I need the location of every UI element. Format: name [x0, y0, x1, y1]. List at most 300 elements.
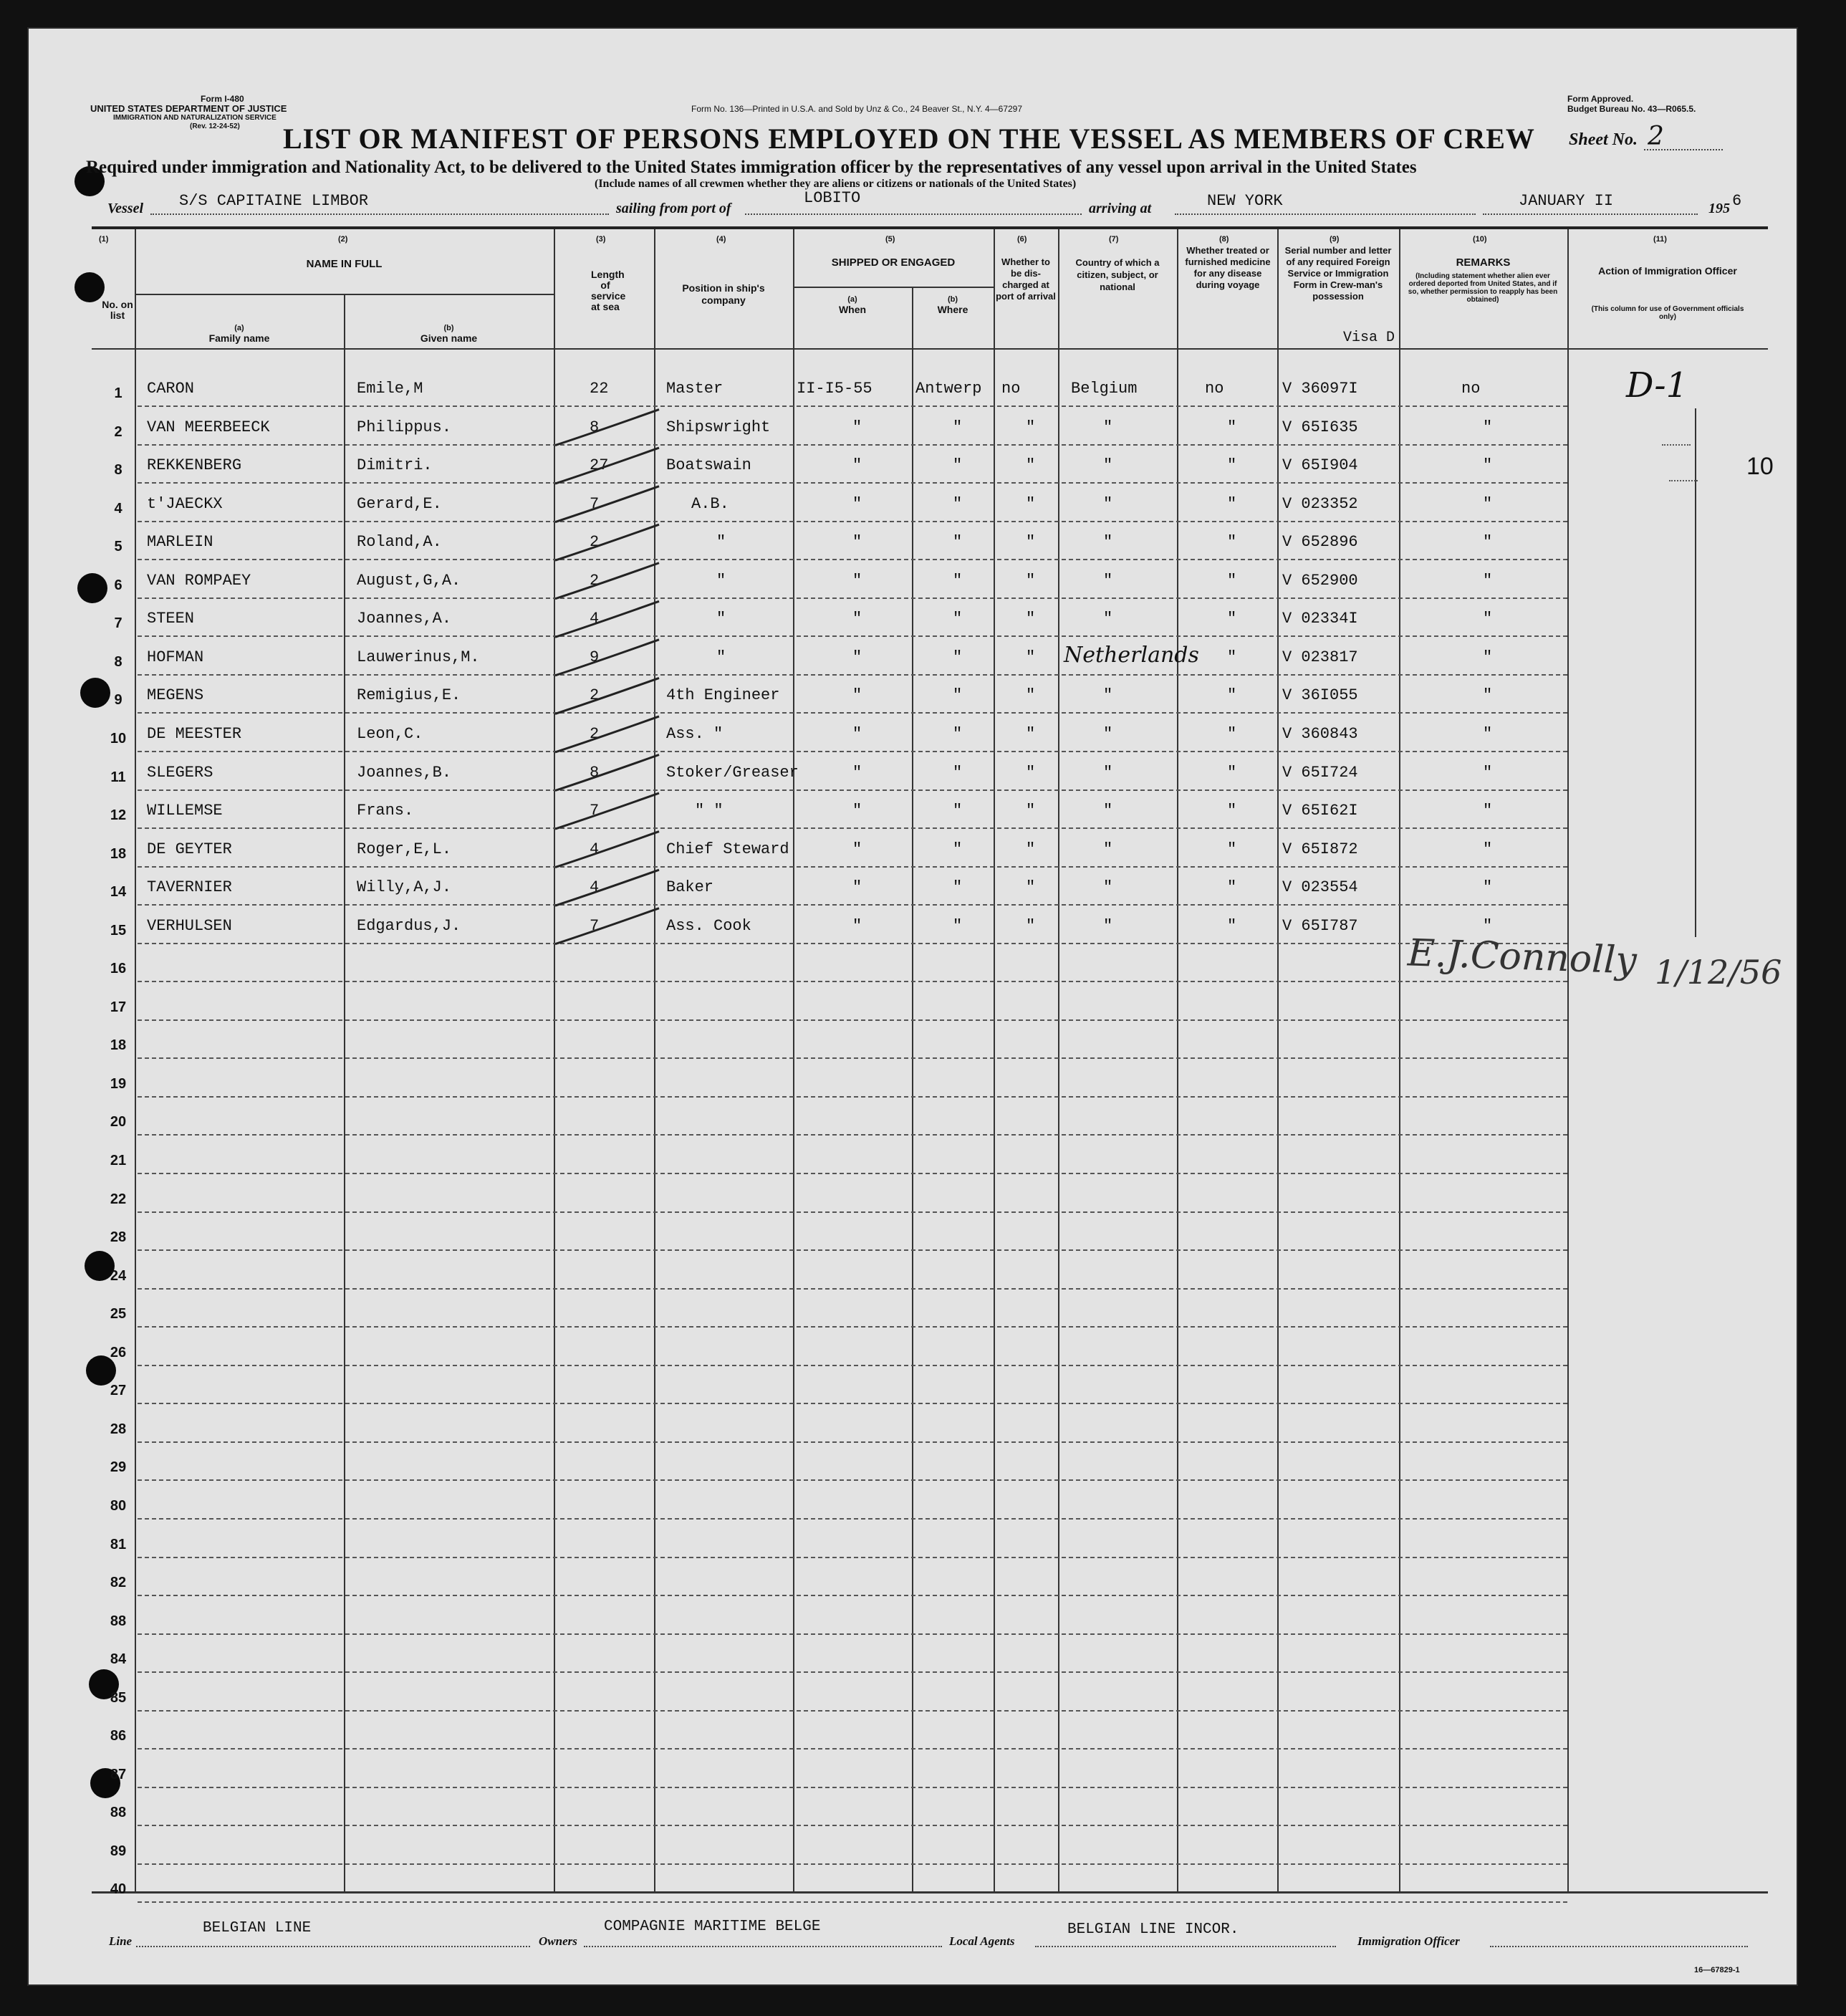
row-number: 88	[110, 1613, 127, 1629]
col-number-11: (11)	[1653, 235, 1667, 244]
cell-family: t'JAECKX	[147, 494, 223, 513]
cell-serial: V 023817	[1282, 648, 1358, 666]
row-number: 11	[110, 769, 126, 785]
row-number: 2	[114, 423, 122, 440]
date-underline	[1483, 213, 1698, 215]
cell-discharged: "	[1026, 418, 1036, 436]
cell-where: "	[953, 916, 963, 935]
cell-length: 7	[590, 494, 600, 513]
department: UNITED STATES DEPARTMENT OF JUSTICE	[90, 103, 287, 114]
row-rule	[138, 482, 1567, 484]
cell-where: "	[953, 724, 963, 743]
action-bracket	[1695, 408, 1696, 937]
col-divider	[1567, 229, 1569, 1893]
col-divider	[135, 229, 136, 1893]
officer-label: Immigration Officer	[1357, 1934, 1460, 1948]
strike-mark	[555, 601, 659, 637]
header-shipped: SHIPPED OR ENGAGED	[831, 256, 956, 269]
row-rule	[138, 866, 1567, 868]
line-name: BELGIAN LINE	[203, 1920, 312, 1936]
cell-country: "	[1103, 494, 1113, 513]
row-rule	[138, 751, 1567, 752]
row-rule	[138, 1096, 1567, 1098]
cell-when: "	[852, 571, 862, 590]
form-approved: Form Approved.	[1567, 94, 1634, 104]
header-remarks-note: (Including statement whether alien ever ordered deported from United States, and if so, whether permission to reapply has been obtained)	[1408, 272, 1558, 304]
cell-treated: "	[1227, 494, 1237, 513]
strike-mark	[555, 793, 659, 829]
row-rule	[138, 1288, 1567, 1290]
cell-serial: V 02334I	[1282, 610, 1358, 628]
sheet-underline	[1644, 149, 1723, 150]
shipped-subheader-rule	[793, 287, 994, 288]
cell-position: Ass. Cook	[666, 916, 751, 935]
row-rule	[138, 827, 1567, 829]
cell-remarks: "	[1483, 763, 1493, 782]
row-number: 18	[110, 845, 127, 862]
page-title: LIST OR MANIFEST OF PERSONS EMPLOYED ON THE VESSEL AS MEMBERS OF CREW	[283, 123, 1535, 155]
vessel-label: Vessel	[107, 201, 143, 216]
cell-given: Remigius,E.	[357, 686, 461, 705]
bracket-tick	[1662, 444, 1691, 446]
row-rule	[138, 1173, 1567, 1174]
cell-country: "	[1103, 802, 1113, 820]
col-divider	[912, 287, 913, 1893]
col-number-9: (9)	[1330, 235, 1340, 244]
cell-position: A.B.	[691, 494, 729, 513]
cell-length: 9	[590, 648, 600, 666]
row-rule	[138, 1671, 1567, 1673]
cell-given: Roger,E,L.	[357, 840, 452, 858]
arrival-date: JANUARY II	[1519, 192, 1614, 210]
cell-serial: V 65I62I	[1282, 802, 1358, 820]
cell-where: "	[953, 840, 963, 858]
cell-position: Stoker/Greaser	[666, 763, 799, 782]
cell-length: 4	[590, 610, 600, 628]
header-length: Length of service at sea	[591, 269, 626, 312]
col-number-3: (3)	[596, 235, 606, 244]
row-rule	[138, 1825, 1567, 1826]
cell-family: VAN MEERBEECK	[147, 418, 270, 436]
row-rule	[138, 674, 1567, 676]
cell-given: Joannes,A.	[357, 610, 452, 628]
row-rule	[138, 904, 1567, 906]
cell-family: DE GEYTER	[147, 840, 232, 858]
header-action-note: (This column for use of Government officials only)	[1591, 305, 1744, 321]
col-number-5: (5)	[885, 235, 895, 244]
header-country: Country of which a citizen, subject, or national	[1075, 257, 1160, 292]
cell-where: "	[953, 418, 963, 436]
sailing-port: LOBITO	[804, 189, 861, 207]
row-rule	[138, 1595, 1567, 1596]
cell-remarks: "	[1483, 840, 1493, 858]
cell-discharged: "	[1026, 724, 1036, 743]
header-bottom-rule	[92, 348, 1768, 350]
row-number: 81	[110, 1536, 127, 1552]
cell-family: HOFMAN	[147, 648, 204, 666]
cell-discharged: "	[1026, 494, 1036, 513]
footer-code: 16—67829-1	[1694, 1966, 1740, 1974]
side-count: 10	[1746, 453, 1774, 480]
cell-given: Frans.	[357, 802, 414, 820]
cell-serial: V 65I635	[1282, 418, 1358, 436]
row-number: 17	[110, 999, 127, 1015]
row-rule	[138, 981, 1567, 982]
header-treated: Whether treated or furnished medicine for any disease during voyage	[1185, 245, 1271, 290]
header-discharged: Whether to be dis-charged at port of arrival	[996, 256, 1056, 302]
cell-position: "	[716, 533, 726, 552]
cell-serial: V 65I787	[1282, 916, 1358, 935]
header-position: Position in ship's company	[682, 282, 765, 306]
cell-treated: "	[1227, 418, 1237, 436]
cell-country: "	[1103, 571, 1113, 590]
year-prefix: 195	[1708, 201, 1730, 216]
cell-discharged: "	[1026, 802, 1036, 820]
arriving-label: arriving at	[1089, 201, 1152, 216]
owners-name: COMPAGNIE MARITIME BELGE	[604, 1919, 821, 1935]
row-number: 10	[110, 730, 127, 747]
cell-remarks: "	[1483, 648, 1493, 666]
row-rule	[138, 1901, 1567, 1903]
row-number: 18	[110, 1037, 127, 1054]
port-underline	[745, 213, 1082, 215]
cell-family: TAVERNIER	[147, 878, 232, 897]
header-remarks: REMARKS	[1456, 256, 1511, 269]
cell-position: Shipswright	[666, 418, 771, 436]
row-number: 15	[110, 922, 127, 939]
cell-given: Dimitri.	[357, 456, 433, 475]
agents-label: Local Agents	[949, 1934, 1015, 1948]
cell-serial: V 360843	[1282, 724, 1358, 743]
row-number: 25	[110, 1306, 127, 1323]
row-rule	[138, 1326, 1567, 1328]
row-rule	[138, 1057, 1567, 1059]
cell-discharged: "	[1026, 648, 1036, 666]
cell-family: SLEGERS	[147, 763, 213, 782]
header-where-b: (b)	[947, 295, 958, 304]
cell-treated: "	[1227, 686, 1237, 705]
cell-length: 2	[590, 724, 600, 743]
row-rule	[138, 521, 1567, 522]
row-number: 21	[110, 1153, 127, 1168]
cell-country: Belgium	[1071, 380, 1138, 398]
row-rule	[138, 1787, 1567, 1788]
cell-length: 2	[590, 571, 600, 590]
printer-line: Form No. 136—Printed in U.S.A. and Sold by Unz & Co., 24 Beaver St., N.Y. 4—67297	[691, 104, 1023, 114]
strike-mark	[555, 832, 659, 868]
row-number: 5	[114, 539, 122, 555]
row-rule	[138, 1633, 1567, 1635]
col-number-10: (10)	[1473, 235, 1487, 244]
cell-position: "	[716, 610, 726, 628]
row-rule	[138, 635, 1567, 637]
vessel-name: S/S CAPITAINE LIMBOR	[179, 192, 369, 210]
arrival-port: NEW YORK	[1207, 192, 1283, 210]
col-number-7: (7)	[1109, 235, 1119, 244]
cell-when: "	[852, 878, 862, 897]
cell-where: "	[953, 878, 963, 897]
cell-given: Philippus.	[357, 418, 452, 436]
cell-family: DE MEESTER	[147, 724, 242, 743]
row-number: 40	[110, 1881, 127, 1898]
cell-discharged: "	[1026, 610, 1036, 628]
cell-length: 27	[590, 456, 609, 475]
row-rule	[138, 597, 1567, 599]
header-name-in-full: NAME IN FULL	[306, 258, 383, 270]
cell-serial: V 023554	[1282, 878, 1358, 897]
row-rule	[138, 1518, 1567, 1520]
row-number: 1	[114, 385, 122, 401]
header-given-name: Given name	[420, 332, 478, 344]
cell-treated: "	[1227, 533, 1237, 552]
cell-remarks: no	[1461, 380, 1481, 398]
cell-remarks: "	[1483, 456, 1493, 475]
cell-treated: "	[1227, 840, 1237, 858]
cell-country: "	[1103, 724, 1113, 743]
row-rule	[138, 1710, 1567, 1712]
cell-where: "	[953, 610, 963, 628]
col-divider	[994, 229, 995, 1893]
line-underline	[136, 1946, 530, 1947]
strike-mark	[555, 640, 659, 676]
header-no-on-list: No. on list	[102, 299, 133, 321]
row-rule	[138, 712, 1567, 714]
owners-label: Owners	[539, 1934, 577, 1948]
cell-where: "	[953, 533, 963, 552]
cell-given: Emile,M	[357, 380, 423, 398]
row-number: 8	[114, 653, 122, 670]
header-where: Where	[937, 304, 968, 315]
strike-mark	[555, 678, 659, 714]
cell-length: 7	[590, 916, 600, 935]
officer-underline	[1490, 1946, 1748, 1947]
cell-discharged: "	[1026, 533, 1036, 552]
cell-length: 2	[590, 686, 600, 705]
sheet-label: Sheet No.	[1569, 130, 1638, 149]
cell-where: "	[953, 648, 963, 666]
row-number: 19	[110, 1075, 127, 1092]
cell-position: 4th Engineer	[666, 686, 780, 705]
cell-where: "	[953, 763, 963, 782]
cell-country: "	[1103, 686, 1113, 705]
col-divider	[344, 294, 345, 1893]
cell-country: "	[1103, 878, 1113, 897]
cell-serial: V 65I724	[1282, 763, 1358, 782]
row-rule	[138, 789, 1567, 791]
row-rule	[138, 1557, 1567, 1558]
cell-when: "	[852, 763, 862, 782]
agents-underline	[1035, 1946, 1336, 1947]
row-number: 4	[114, 500, 122, 517]
row-number: 26	[110, 1344, 127, 1360]
bracket-tick	[1669, 480, 1698, 481]
header-action: Action of Immigration Officer	[1598, 265, 1737, 277]
sheet-number: 2	[1648, 122, 1664, 151]
col-number-8: (8)	[1219, 235, 1229, 244]
length-strike-marks	[552, 373, 695, 960]
cell-position: Baker	[666, 878, 714, 897]
col-divider	[1277, 229, 1279, 1893]
row-number: 7	[114, 615, 122, 632]
cell-position: "	[716, 571, 726, 590]
strike-mark	[555, 448, 659, 484]
cell-serial: V 65I904	[1282, 456, 1358, 475]
line-label: Line	[109, 1934, 133, 1948]
cell-discharged: "	[1026, 571, 1036, 590]
col-divider	[1058, 229, 1059, 1893]
cell-when: II-I5-55	[797, 380, 872, 398]
service: IMMIGRATION AND NATURALIZATION SERVICE	[113, 114, 277, 122]
cell-treated: "	[1227, 724, 1237, 743]
cell-serial: V 36097I	[1282, 380, 1358, 398]
year-suffix: 6	[1732, 192, 1742, 210]
cell-family: MARLEIN	[147, 533, 213, 552]
cell-discharged: "	[1026, 840, 1036, 858]
cell-remarks: "	[1483, 533, 1493, 552]
row-number: 24	[110, 1267, 127, 1284]
strike-mark	[555, 486, 659, 522]
cell-where: "	[953, 456, 963, 475]
col-number-4: (4)	[716, 235, 726, 244]
row-rule	[138, 1863, 1567, 1865]
cell-when: "	[852, 916, 862, 935]
cell-remarks: "	[1483, 686, 1493, 705]
strike-mark	[555, 410, 659, 446]
signature-date: 1/12/56	[1655, 953, 1782, 992]
cell-given: Willy,A,J.	[357, 878, 452, 897]
name-subheader-rule	[135, 294, 554, 295]
cell-length: 4	[590, 840, 600, 858]
row-number: 84	[110, 1651, 127, 1668]
cell-remarks: "	[1483, 802, 1493, 820]
row-rule	[138, 559, 1567, 560]
agents-name: BELGIAN LINE INCOR.	[1067, 1921, 1239, 1938]
cell-length: 22	[590, 380, 609, 398]
table-top-rule	[92, 226, 1768, 229]
row-number: 86	[110, 1728, 127, 1744]
include-note: (Include names of all crewmen whether they are aliens or citizens or nationals of the United States)	[595, 178, 1077, 190]
strike-mark	[555, 716, 659, 752]
form-number: Form I-480	[201, 94, 244, 104]
row-rule	[138, 1365, 1567, 1366]
cell-serial: V 652896	[1282, 533, 1358, 552]
row-number: 9	[114, 692, 122, 709]
row-rule	[138, 1019, 1567, 1021]
cell-family: STEEN	[147, 610, 195, 628]
cell-family: CARON	[147, 380, 195, 398]
cell-when: "	[852, 610, 862, 628]
cell-when: "	[852, 686, 862, 705]
strike-mark	[555, 908, 659, 944]
row-number: 85	[110, 1689, 127, 1706]
cell-position: Ass. "	[666, 724, 724, 743]
header-when-a: (a)	[847, 295, 857, 304]
cell-position: Master	[666, 380, 724, 398]
arrival-underline	[1175, 213, 1476, 215]
col-divider	[1177, 229, 1178, 1893]
cell-given: Leon,C.	[357, 724, 423, 743]
row-number: 28	[110, 1229, 127, 1246]
row-number: 22	[110, 1191, 127, 1207]
cell-length: 7	[590, 802, 600, 820]
cell-treated: "	[1227, 878, 1237, 897]
cell-when: "	[852, 802, 862, 820]
col-divider	[1399, 229, 1400, 1893]
cell-country: "	[1103, 763, 1113, 782]
row-number: 16	[110, 961, 127, 977]
cell-country: "	[1103, 456, 1113, 475]
cell-family: VAN ROMPAEY	[147, 571, 251, 590]
cell-position: Chief Steward	[666, 840, 789, 858]
manifest-page	[29, 29, 1797, 1984]
row-number: 29	[110, 1459, 127, 1476]
row-number: 80	[110, 1497, 127, 1514]
row-rule	[138, 1134, 1567, 1136]
cell-remarks: "	[1483, 724, 1493, 743]
row-number: 20	[110, 1114, 127, 1131]
row-number: 27	[110, 1383, 127, 1399]
cell-treated: "	[1227, 571, 1237, 590]
col-number-6: (6)	[1017, 235, 1027, 244]
cell-given: Edgardus,J.	[357, 916, 461, 935]
cell-remarks: "	[1483, 610, 1493, 628]
cell-length: 4	[590, 878, 600, 897]
cell-given: Joannes,B.	[357, 763, 452, 782]
cell-remarks: "	[1483, 571, 1493, 590]
cell-when: "	[852, 418, 862, 436]
table-bottom-rule	[92, 1891, 1768, 1893]
strike-mark	[555, 870, 659, 906]
owners-underline	[584, 1946, 942, 1947]
cell-when: "	[852, 840, 862, 858]
cell-country: "	[1103, 418, 1113, 436]
cell-when: "	[852, 724, 862, 743]
cell-length: 8	[590, 418, 600, 436]
col-number-1: (1)	[99, 235, 109, 244]
cell-treated: "	[1227, 456, 1237, 475]
row-number: 14	[110, 884, 127, 901]
cell-where: "	[953, 494, 963, 513]
cell-where: Antwerp	[915, 380, 982, 398]
requirement-text: Required under immigration and Nationality Act, to be delivered to the United States immigration officer by the representatives of any vessel upon arrival in the United States	[86, 158, 1417, 177]
cell-country: "	[1103, 610, 1113, 628]
cell-country: "	[1103, 840, 1113, 858]
row-rule	[138, 1403, 1567, 1404]
row-rule	[138, 1441, 1567, 1443]
cell-where: "	[953, 686, 963, 705]
cell-treated: no	[1205, 380, 1224, 398]
cell-treated: "	[1227, 802, 1237, 820]
cell-discharged: "	[1026, 916, 1036, 935]
cell-when: "	[852, 494, 862, 513]
cell-remarks: "	[1483, 418, 1493, 436]
cell-position: " "	[695, 802, 724, 820]
cell-treated: "	[1227, 610, 1237, 628]
cell-discharged: "	[1026, 456, 1036, 475]
row-number: 12	[110, 807, 127, 824]
row-rule	[138, 1249, 1567, 1251]
budget-bureau: Budget Bureau No. 43—R065.5.	[1567, 104, 1696, 114]
cell-position: "	[716, 648, 726, 666]
cell-given: Lauwerinus,M.	[357, 648, 480, 666]
officer-signature: E.J.Connolly	[1407, 931, 1638, 983]
cell-treated: "	[1227, 648, 1237, 666]
cell-when: "	[852, 533, 862, 552]
punch-hole	[74, 272, 105, 302]
cell-country: "	[1103, 916, 1113, 935]
cell-family: REKKENBERG	[147, 456, 242, 475]
vessel-underline	[150, 213, 609, 215]
